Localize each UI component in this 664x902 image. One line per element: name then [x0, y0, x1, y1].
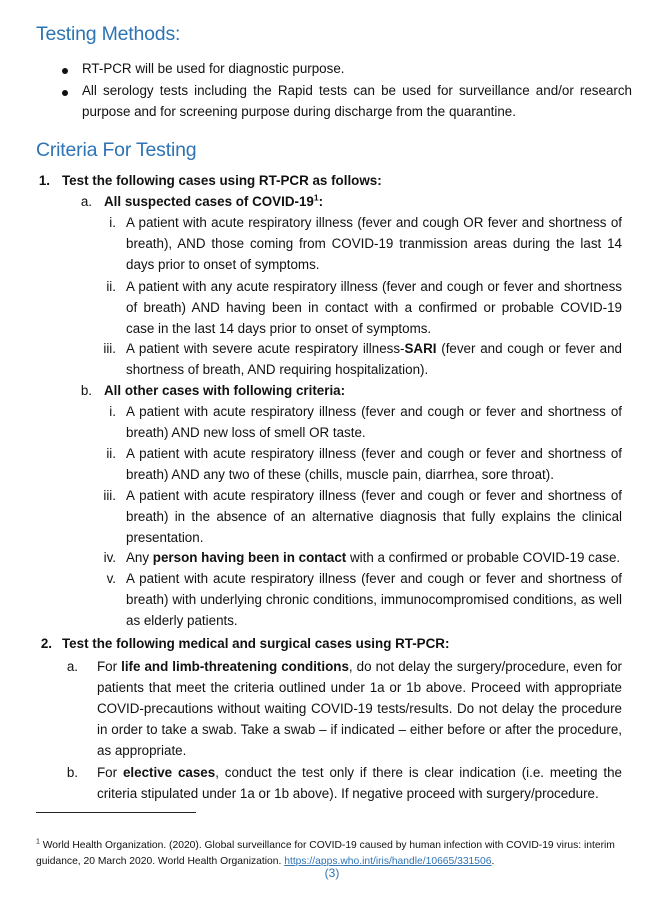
section-1a-title: All suspected cases of COVID-$19^1$: — [104, 192, 324, 209]
footnote-separator — [36, 812, 196, 813]
item-1b-v: A patient with acute respiratory illness (fever and cough or fever and shortness of breath) with underlying chronic conditions, immunocompromised conditions, as well as elderly patients. — [126, 571, 622, 628]
section-2-number: 2. — [40, 636, 52, 651]
section-2-title: Test the following medical and surgical cases using RT-PCR: — [62, 636, 450, 651]
item-1b-ii: A patient with acute respiratory illness (fever and cough or fever and shortness of breath) AND any two of these (chills, muscle pain, diarrhea, sore throat). — [126, 446, 622, 482]
item-1a-iii-marker: iii. — [103, 341, 116, 356]
testing-methods-heading: Testing Methods: — [36, 23, 181, 45]
testing-method-1: RT-PCR will be used for diagnostic purpose. — [82, 61, 345, 76]
item-1b-v-marker: v. — [106, 571, 116, 586]
item-1a-ii-marker: ii. — [106, 279, 116, 294]
testing-method-2: All serology tests including the Rapid tests can be used for surveillance and/or research purpose and for screening purpose during discharge from the quarantine. — [82, 83, 632, 119]
item-1b-i: A patient with acute respiratory illness (fever and cough or fever and shortness of breath) AND new loss of smell OR taste. — [126, 404, 622, 440]
section-1b-marker: b. — [80, 383, 92, 398]
section-2b-text: For elective cases, conduct the test only if there is clear indication (i.e. meeting the criteria stipulated under 1a or 1b above). If negative proceed with surgery/procedure. — [97, 765, 623, 801]
item-1b-i-marker: i. — [109, 404, 116, 419]
item-1b-iv-marker: iv. — [103, 550, 116, 565]
section-2a-marker: a. — [66, 659, 78, 674]
section-1b-title: All other cases with following criteria: — [104, 383, 346, 398]
section-2a-text: For life and limb-threatening conditions, do not delay the surgery/procedure, even for patients that meet the criteria outlined under 1a or 1b above. Proceed with appropriate COVID-precautions without waiting COVID-19 tests/results. Do not delay the procedure in order to take a swab. Take a swab – if indicated – either before or after the procedure, as appropriate. — [97, 659, 622, 758]
item-1a-iii: A patient with severe acute respiratory illness-SARI (fever and cough or fever and shortness of breath, AND requiring hospitalization). — [126, 341, 622, 377]
item-1b-ii-marker: ii. — [106, 446, 116, 461]
item-1b-iii: A patient with acute respiratory illness (fever and cough or fever and shortness of breath) in the absence of an alternative diagnosis that fully explains the clinical presentation. — [126, 488, 622, 545]
section-2b-marker: b. — [66, 765, 78, 780]
item-1b-iii-marker: iii. — [103, 488, 116, 503]
item-1a-i: A patient with acute respiratory illness (fever and cough OR fever and shortness of breath), AND those coming from COVID-19 tranmission areas during the last 14 days prior to onset of symptoms. — [126, 215, 622, 272]
bullet-icon — [62, 68, 68, 74]
footnote: $^1$ World Health Organization. (2020). Global surveillance for COVID-19 caused by human infection with COVID-19 virus: interim guidance, 20 March 2020. World Health Organization. https://apps.who.int/iris/handle/10665/331506. — [36, 838, 615, 868]
criteria-heading: Criteria For Testing — [36, 139, 197, 161]
page-number: (3) — [324, 866, 340, 880]
item-1a-ii: A patient with any acute respiratory illness (fever and cough or fever and shortness of breath) AND having been in contact with a confirmed or probable COVID-19 case in the last 14 days prior to onset of symptoms. — [126, 279, 622, 336]
item-1a-i-marker: i. — [109, 215, 116, 230]
item-1b-iv: Any person having been in contact with a confirmed or probable COVID-19 case. — [126, 550, 621, 565]
section-1-number: 1. — [38, 173, 50, 188]
bullet-icon — [62, 90, 68, 96]
section-1a-marker: a. — [80, 194, 92, 209]
section-1-title: Test the following cases using RT-PCR as follows: — [62, 173, 382, 188]
footnote-link[interactable]: https://apps.who.int/iris/handle/10665/331506 — [284, 856, 492, 868]
